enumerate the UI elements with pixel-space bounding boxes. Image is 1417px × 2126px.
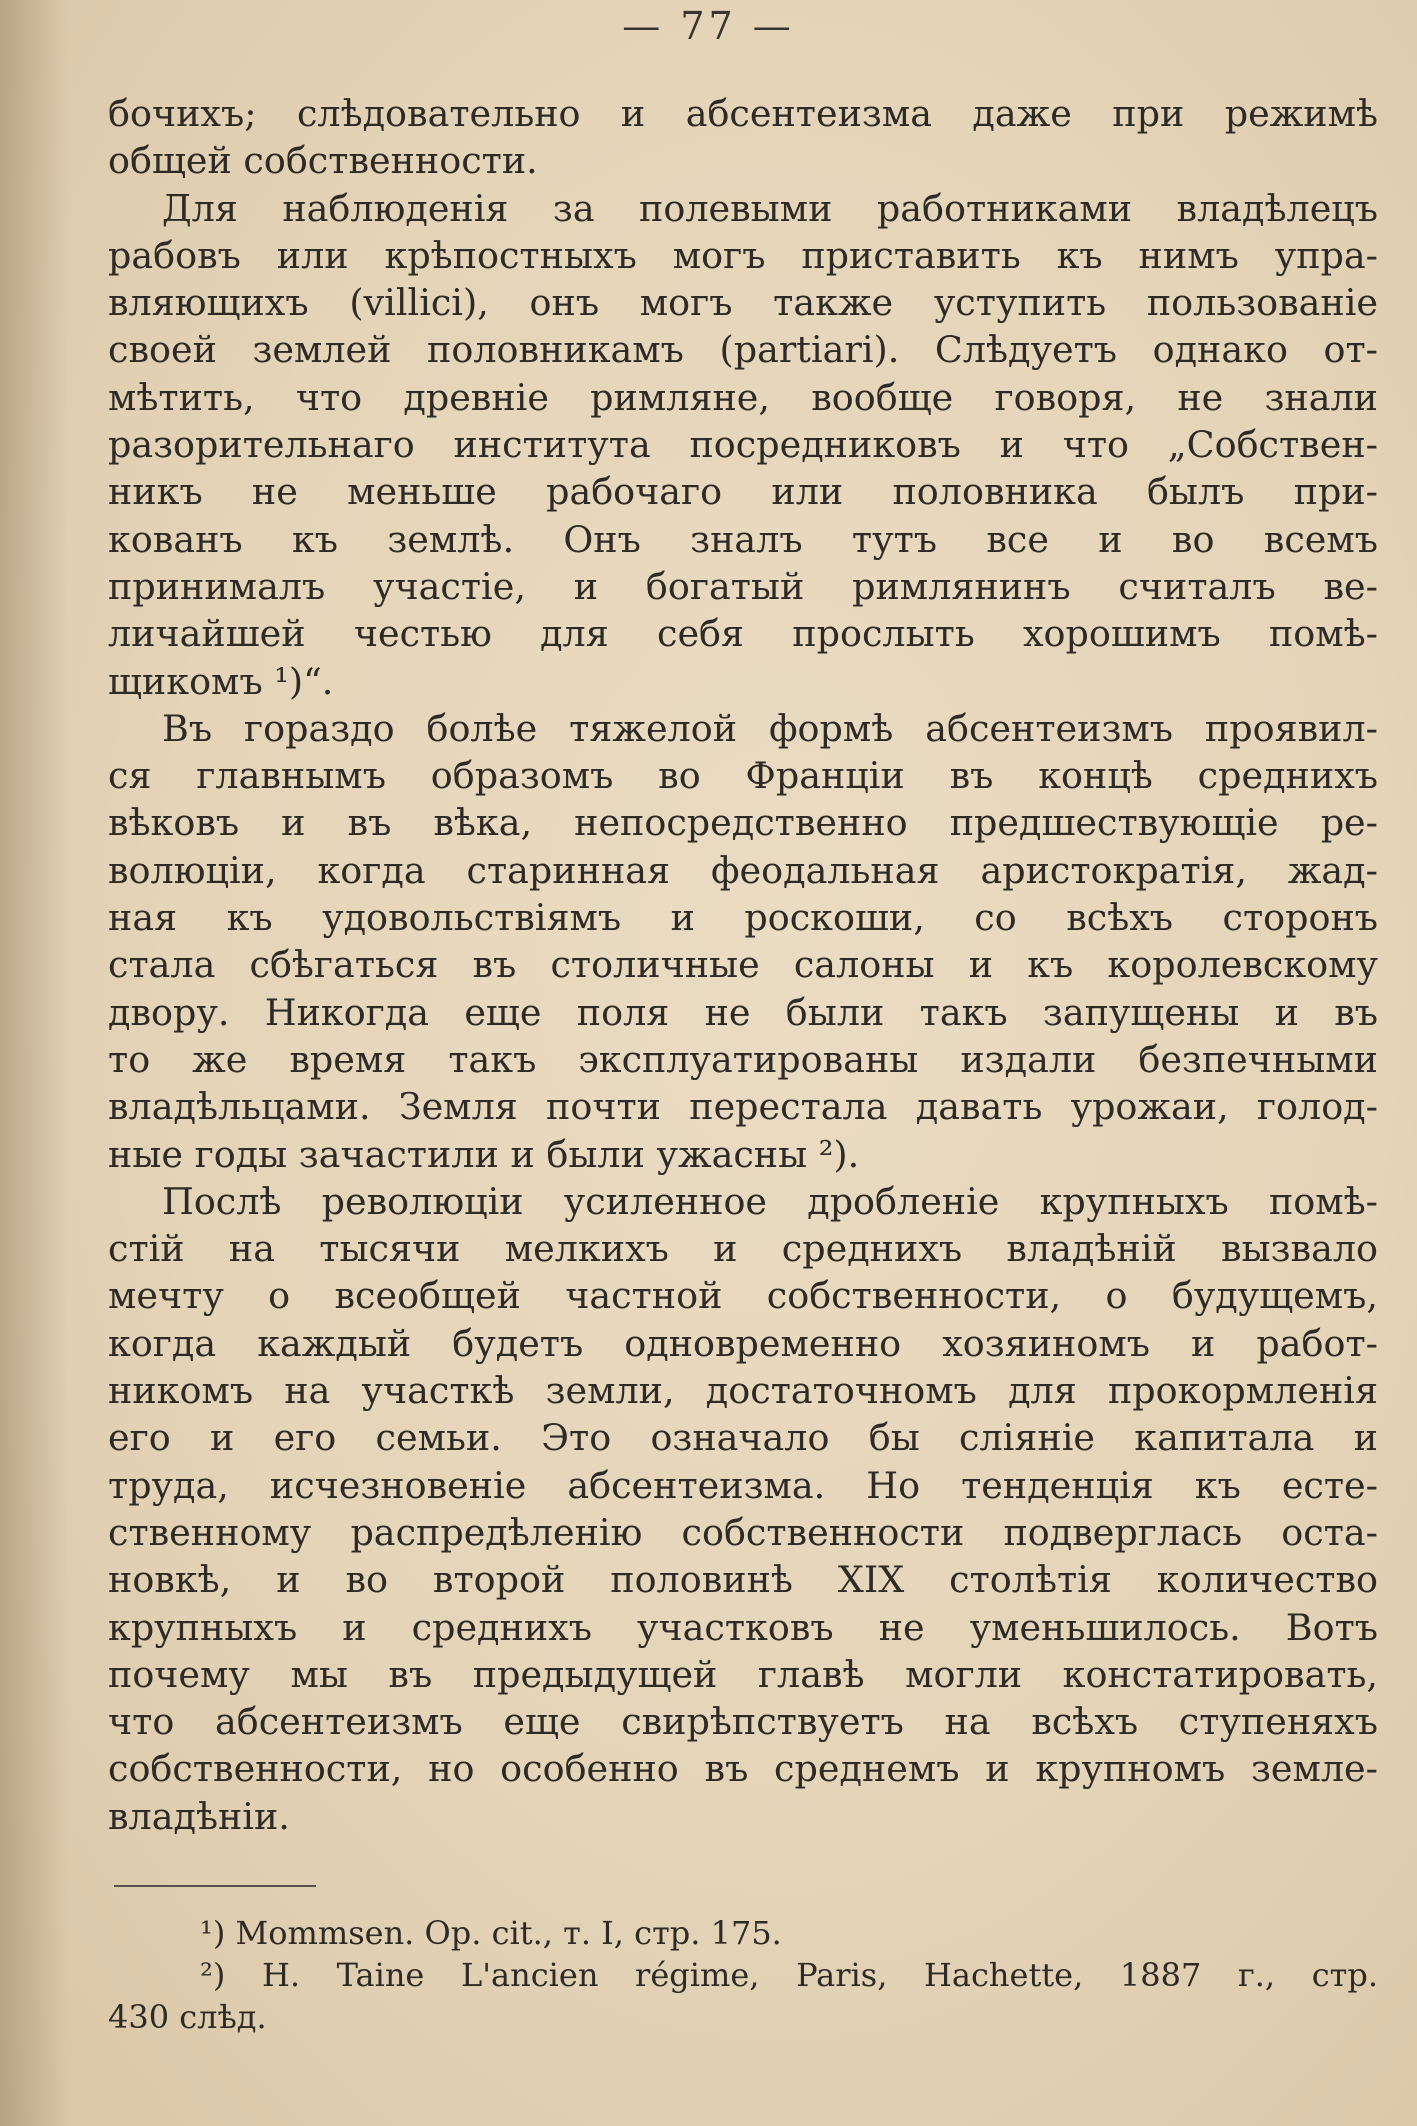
text-line: вляющихъ (villici), онъ могъ также уступить пользованіе <box>108 281 1378 325</box>
footnote-line: 430 слѣд. <box>108 1998 267 2036</box>
text-line: никъ не меньше рабочаго или половника былъ при- <box>108 470 1378 514</box>
text-line: ные годы зачастили и были ужасны ²). <box>108 1132 860 1176</box>
text-line: то же время такъ эксплуатированы издали безпечными <box>108 1037 1378 1081</box>
text-line: когда каждый будетъ одновременно хозяиномъ и работ- <box>108 1321 1378 1365</box>
text-line: новкѣ, и во второй половинѣ XIX столѣтія количество <box>108 1558 1378 1602</box>
footnote-line: ¹) Mommsen. Op. cit., т. I, стр. 175. <box>200 1914 782 1952</box>
text-line: щикомъ ¹)“. <box>108 659 334 703</box>
footnotes <box>108 1912 1378 2038</box>
text-line: мѣтить, что древніе римляне, вообще говоря, не знали <box>108 375 1378 419</box>
text-line: владѣніи. <box>108 1794 290 1838</box>
text-line: Для наблюденія за полевыми работниками владѣлецъ <box>162 186 1378 230</box>
footnote-separator <box>114 1885 316 1887</box>
page-number: — 77 — <box>622 4 795 48</box>
text-line: своей землей половникамъ (partiari). Слѣдуетъ однако от- <box>108 328 1378 372</box>
text-line: общей собственности. <box>108 139 538 183</box>
text-line: принималъ участіе, и богатый римлянинъ считалъ ве- <box>108 564 1378 608</box>
text-line: труда, исчезновеніе абсентеизма. Но тенденція къ есте- <box>108 1463 1378 1507</box>
footnote-line: ²) H. Taine L'ancien régime, Paris, Hachette, 1887 г., стр. <box>200 1956 1378 1994</box>
text-line: волюціи, когда старинная феодальная аристократія, жад- <box>108 848 1378 892</box>
text-line: крупныхъ и среднихъ участковъ не уменьшилось. Вотъ <box>108 1605 1378 1649</box>
text-line: никомъ на участкѣ земли, достаточномъ для прокормленія <box>108 1369 1378 1413</box>
text-line: рабовъ или крѣпостныхъ могъ приставить къ нимъ упра- <box>108 233 1378 277</box>
text-line: Послѣ революціи усиленное дробленіе крупныхъ помѣ- <box>162 1179 1378 1223</box>
body-text <box>108 90 1378 1840</box>
text-line: разорительнаго института посредниковъ и что „Собствен- <box>108 423 1378 467</box>
text-line: что абсентеизмъ еще свирѣпствуетъ на всѣхъ ступеняхъ <box>108 1700 1378 1744</box>
text-line: вѣковъ и въ вѣка, непосредственно предшествующіе ре- <box>108 801 1378 845</box>
text-line: кованъ къ землѣ. Онъ зналъ тутъ все и во всемъ <box>108 517 1378 561</box>
text-line: собственности, но особенно въ среднемъ и крупномъ земле- <box>108 1747 1378 1791</box>
text-line: ная къ удовольствіямъ и роскоши, со всѣхъ сторонъ <box>108 896 1378 940</box>
text-line: ственному распредѣленію собственности подверглась оста- <box>108 1510 1378 1554</box>
text-line: владѣльцами. Земля почти перестала давать урожаи, голод- <box>108 1085 1378 1129</box>
page-gutter-shadow <box>0 0 70 2126</box>
text-line: мечту о всеобщей частной собственности, о будущемъ, <box>108 1274 1378 1318</box>
text-line: бочихъ; слѣдовательно и абсентеизма даже при режимѣ <box>108 92 1378 135</box>
text-line: личайшей честью для себя прослыть хорошимъ помѣ- <box>108 612 1378 656</box>
text-line: Въ гораздо болѣе тяжелой формѣ абсентеизмъ проявил- <box>162 706 1378 750</box>
text-line: почему мы въ предыдущей главѣ могли констатировать, <box>108 1652 1378 1696</box>
text-line: стій на тысячи мелкихъ и среднихъ владѣній вызвало <box>108 1227 1378 1271</box>
text-line: ся главнымъ образомъ во Франціи въ концѣ среднихъ <box>108 754 1378 798</box>
text-line: стала сбѣгаться въ столичные салоны и къ королевскому <box>108 943 1378 987</box>
text-line: его и его семьи. Это означало бы сліяніе капитала и <box>108 1416 1378 1460</box>
text-line: двору. Никогда еще поля не были такъ запущены и въ <box>108 990 1378 1034</box>
